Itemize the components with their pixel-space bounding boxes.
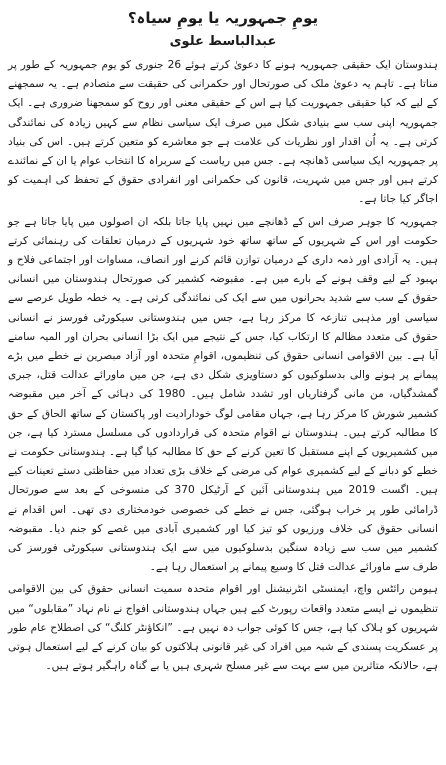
article-paragraph-2: جمہوریہ کا جوہر صرف اس کے ڈھانچے میں نہیں پایا جاتا بلکہ ان اصولوں میں پایا جاتا ہے جو حکومت اور اس کے شہریوں کے ساتھ ساتھ خود شہریوں کے درمیان تعلقات کی رہنمائی کرتے ہیں۔ یہ آزادی اور ذمہ داری کے درمیان توازن قائم کرنے اور انصاف، مساوات اور اجتماعی فلاح و بہبود کے لیے وقف ہونے کے بارے میں ہے۔ مقبوضہ کشمیر کی صورتحال ہندوستان میں انسانی حقوق کے سب سے شدید بحرانوں میں سے ایک کی نمائندگی کرتی ہے۔ یہ خطہ طویل عرصے سے سیاسی اور مذہبی تنازعہ کا مرکز رہا ہے، جس میں ہندوستانی سیکورٹی فورسز نے انسانی حقوق کی متعدد مظالم کا ارتکاب کیا، جس کے نتیجے میں ایک بڑا انسانی بحران اور المیہ سامنے آیا ہے۔ بین الاقوامی انسانی حقوق کی تنظیموں، اقوامِ متحدہ اور آزاد مبصرین نے خطے میں بڑے پیمانے پر ہونے والی بدسلوکیوں کو دستاویزی شکل دی ہے، جن میں ماورائے عدالت قتل، جبری گمشدگیاں، من مانی گرفتاریاں اور تشدد شامل ہیں۔ 1980 کی دہائی کے آخر میں مقبوضہ کشمیر شورش کا مرکز رہا ہے، جہاں مقامی لوگ خودارادیت اور پاکستان کے ساتھ الحاق کے حق کا مطالبہ کرتے ہیں۔ ہندوستان نے اقوام متحدہ کی قراردادوں کی مسلسل مسترد کیا ہے، جن میں کشمیریوں کے اپنے مستقبل کا تعین کرنے کے حق کا مطالبہ کیا گیا ہے۔ ہندوستانی حکومت نے خطے کو دبانے کے لیے کشمیری عوام کی مرضی کے خلاف بڑی تعداد میں حفاظتی دستے تعینات کیے ہیں۔ اگست 2019 میں ہندوستانی آئین کے آرٹیکل 370 کی منسوخی کے بعد سے صورتحال ڈرامائی طور پر خراب ہوگئی، جس نے خطے کی خصوصی خودمختاری دی تھی۔ اس اقدام نے انسانی حقوق کی خلاف ورزیوں کو تیز کیا اور کشمیری آبادی میں غصے کو جنم دیا۔ مقبوضہ کشمیر میں سب سے زیادہ سنگین بدسلوکیوں میں سے ایک ہندوستانی سیکورٹی فورسز کی طرف سے ماورائے عدالت قتل کا وسیع پیمانے پر استعمال رہا ہے۔ <box>8 215 438 574</box>
article-paragraph-3: ہیومن رائٹس واچ، ایمنسٹی انٹرنیشنل اور اقوام متحدہ سمیت انسانی حقوق کی بین الاقوامی تنظیموں نے ایسے متعدد واقعات رپورٹ کیے ہیں جہاں ہندوستانی افواج نے نام نہاد ”مقابلوں“ میں شہریوں کو ہلاک کیا ہے، جس کا کوئی جواب دہ نہیں ہے۔ ”انکاؤنٹر کلنگ“ کی اصطلاح عام طور پر عسکریت پسندی کے شبہ میں افراد کی غیر قانونی ہلاکتوں کو بیان کرنے کے لیے استعمال ہوتی ہے، حالانکہ متاثرین میں سے بہت سے غیر مسلح شہری ہیں یا بے گناہ راہگیر ہوتے ہیں۔ <box>8 583 438 673</box>
article-paragraph-1: ہندوستان ایک حقیقی جمہوریہ ہونے کا دعویٰ کرتے ہوئے 26 جنوری کو یوم جمہوریہ کے طور پر مناتا ہے۔ تاہم یہ دعویٰ ملک کی صورتحال اور حکمرانی کی حقیقت سے متصادم ہے۔ یہ سمجھنے کے لیے کہ کیا حقیقی جمہوریت کیا ہے اس کے حقیقی معنی اور روح کو سمجھنا ضروری ہے۔ ایک جمہوریہ اپنی سب سے بنیادی شکل میں صرف ایک سیاسی نظام سے کہیں زیادہ کی نمائندگی کرتی ہے۔ یہ اُن اقدار اور نظریات کی علامت ہے جو معاشرے کو متعین کرتے ہیں۔ اس کی بنیاد پر جمہوریہ ایک سیاسی ڈھانچہ ہے۔ جس میں ریاست کے سربراہ کا انتخاب عوام یا ان کے نمائندے کرتے ہیں اور جس میں شہریت، قانون کی حکمرانی اور انفرادی حقوق کے تحفظ کی اہمیت کو اجاگر کیا جاتا ہے۔ <box>8 59 438 206</box>
article-title: یومِ جمہوریہ یا یومِ سیاہ؟ <box>127 9 319 27</box>
article-author: عبدالباسط علوی <box>169 34 277 49</box>
